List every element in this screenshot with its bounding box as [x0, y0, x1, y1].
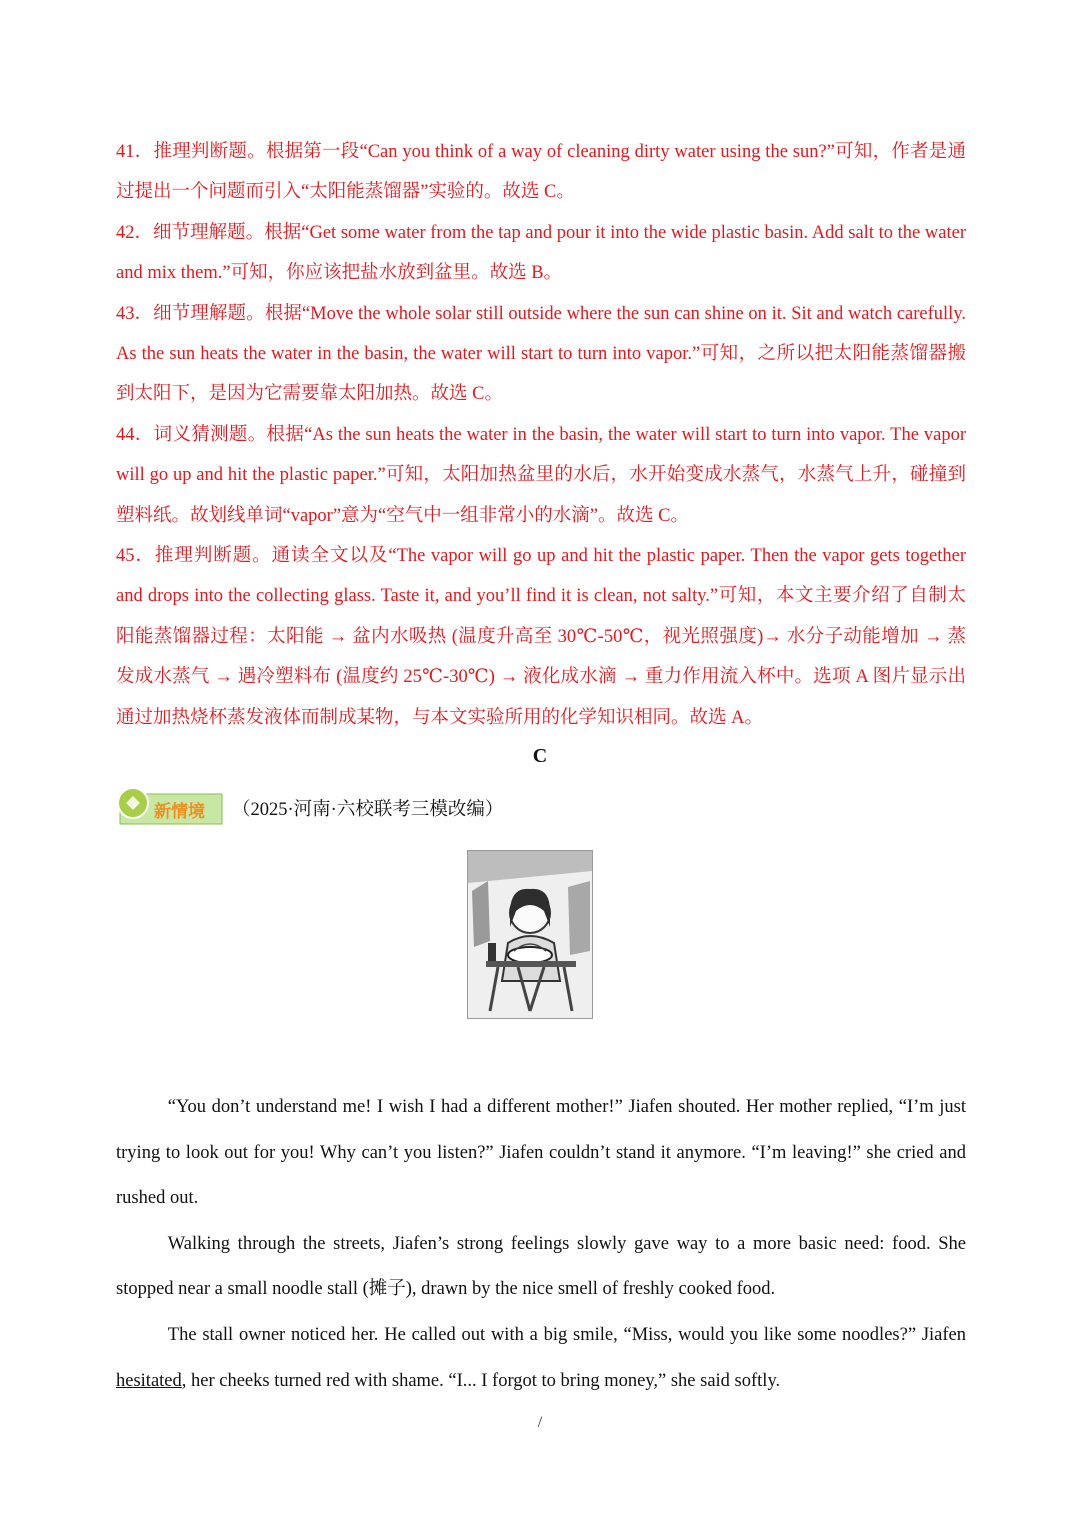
section-heading: C [532, 745, 548, 767]
passage-paragraph-3-start: The stall owner noticed her. He called out with a big smile, “Miss, would you like some noodles?” Jiafen [167, 1324, 966, 1345]
page-footer: / [537, 1414, 543, 1431]
answer-44: 44．词义猜测题。根据“As the sun heats the water in the basin, the water will start to turn into vapor. The vapor will go up and hit the plastic paper.”可知，太阳加热盆里的水后，水开始变成水蒸气，水蒸气上升，碰撞到塑料纸。故划线单词“vapor”意为“空气中一组非常小的水滴”。故选 C。 [116, 424, 966, 526]
girl-eating-noodles-illustration [467, 850, 593, 1019]
answer-42: 42．细节理解题。根据“Get some water from the tap and pour it into the wide plastic basin. Add salt to the water and mix them.”可知，你应该把盐水放到盆里。故选 B。 [116, 222, 966, 284]
reading-passage [116, 1085, 966, 1404]
badge-label: 新情境 [154, 802, 205, 822]
passage-paragraph-1: “You don’t understand me! I wish I had a different mother!” Jiafen shouted. Her mother replied, “I’m just trying to look out for you! Why can’t you listen?” Jiafen couldn’t stand it anymore. “I’m leaving!” she cried and rushed out. [116, 1097, 966, 1209]
answer-45: 45．推理判断题。通读全文以及“The vapor will go up and hit the plastic paper. Then the vapor gets together and drops into the collecting glass. Taste it, and you’ll find it is clean, not salty.”可知，本文主要介绍了自制太阳能蒸馏器过程：太阳能 → 盆内水吸热 (温度升高至 30℃-50℃，视光照强度)→ 水分子动能增加 → 蒸发成水蒸气 → 遇冷塑料布 (温度约 25℃-30℃) → 液化成水滴 → 重力作用流入杯中。选项 A 图片显示出通过加热烧杯蒸发液体而制成某物，与本文实验所用的化学知识相同。故选 A。 [116, 546, 966, 728]
source-citation: （2025·河南·六校联考三模改编） [232, 800, 504, 820]
answer-explanations [116, 132, 966, 738]
answer-43: 43．细节理解题。根据“Move the whole solar still outside where the sun can shine on it. Sit and watch carefully. As the sun heats the water in the basin, the water will start to turn into vapor.”可知，之所以把太阳能蒸馏器搬到太阳下，是因为它需要靠太阳加热。故选 C。 [116, 303, 966, 405]
underlined-word: hesitated [116, 1370, 182, 1391]
passage-paragraph-3-end: , her cheeks turned red with shame. “I... I forgot to bring money,” she said softly. [181, 1370, 781, 1391]
answer-41: 41．推理判断题。根据第一段“Can you think of a way of cleaning dirty water using the sun?”可知，作者是通过提出一个问题而引入“太阳能蒸馏器”实验的。故选 C。 [116, 142, 966, 203]
passage-paragraph-2: Walking through the streets, Jiafen’s strong feelings slowly gave way to a more basic need: food. She stopped near a small noodle stall (摊子), drawn by the nice smell of freshly cooked food. [116, 1233, 966, 1300]
passage-paragraph-3 [116, 1313, 966, 1404]
new-context-badge-icon [116, 786, 224, 826]
